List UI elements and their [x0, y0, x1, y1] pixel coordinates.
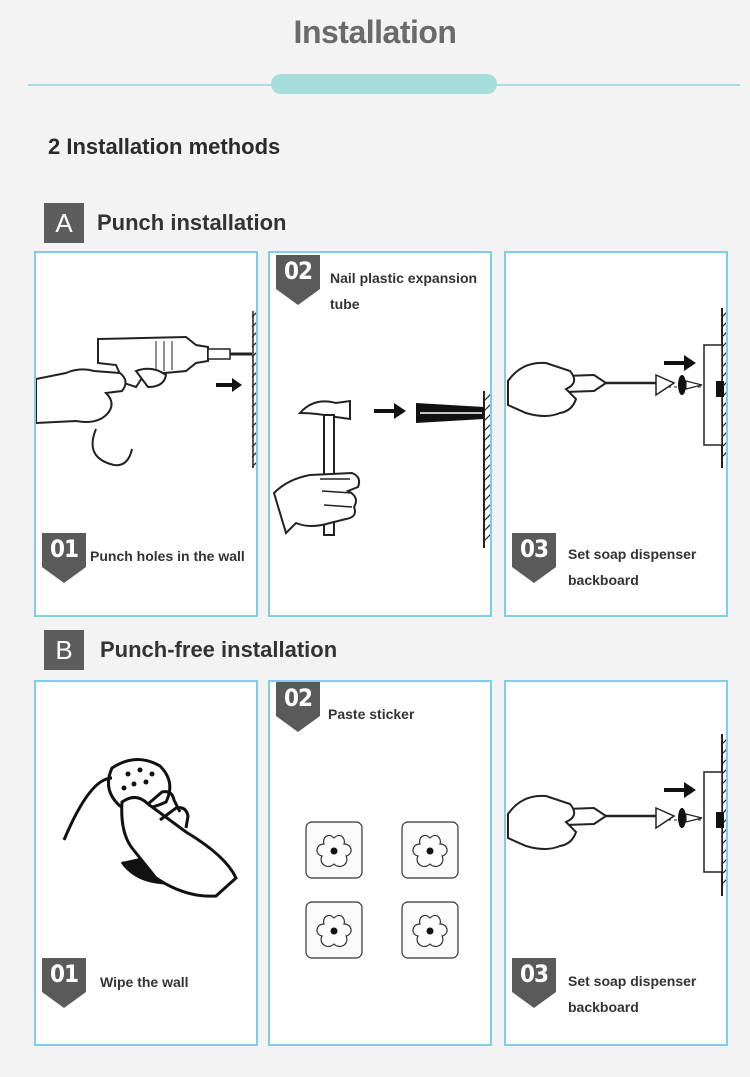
section-b-badge: B: [44, 630, 84, 670]
section-a-step-3-panel: [504, 251, 728, 617]
section-b-step-3-panel: [504, 680, 728, 1046]
section-a-step-2-panel: [268, 251, 492, 617]
section-a-badge: A: [44, 203, 84, 243]
methods-heading: 2 Installation methods: [48, 134, 281, 159]
step-caption: Nail plastic expansion tube: [330, 270, 478, 312]
step-badge: 03: [512, 533, 556, 583]
step-caption: Set soap dispenser backboard: [568, 546, 697, 588]
section-b-step-2-panel: [268, 680, 492, 1046]
title-accent-bar: [271, 74, 497, 94]
step-caption: Set soap dispenser backboard: [568, 973, 697, 1015]
stickers-illustration: [270, 682, 492, 1046]
section-b-title: Punch-free installation: [100, 637, 338, 662]
step-badge: 01: [42, 958, 86, 1008]
page-title: Installation: [293, 14, 457, 50]
step-caption: Punch holes in the wall: [90, 548, 245, 564]
section-a-step-1-panel: [34, 251, 258, 617]
step-caption: Wipe the wall: [100, 974, 189, 990]
section-a-title: Punch installation: [97, 210, 287, 235]
step-badge: 02: [276, 682, 320, 732]
section-b-step-1-panel: [34, 680, 258, 1046]
sticker-icon: [306, 822, 362, 878]
step-caption: Paste sticker: [328, 706, 415, 722]
step-badge: 02: [276, 255, 320, 305]
step-badge: 03: [512, 958, 556, 1008]
step-badge: 01: [42, 533, 86, 583]
